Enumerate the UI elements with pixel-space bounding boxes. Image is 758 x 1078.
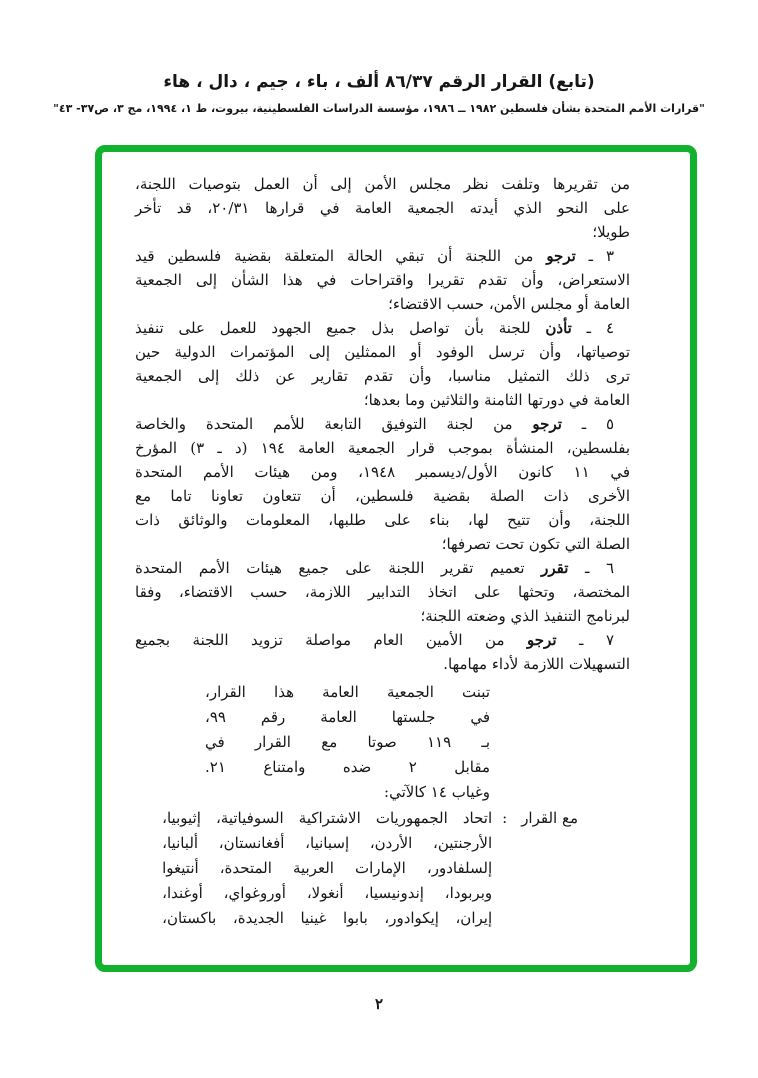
resolution-text — [102, 152, 690, 931]
text-segment: الصلة التي تكون تحت تصرفها؛ — [441, 535, 630, 553]
text-line — [135, 604, 630, 628]
text-line — [135, 340, 630, 364]
page-header — [0, 70, 758, 118]
text-line — [135, 172, 630, 196]
text-line — [135, 436, 630, 460]
text-line — [135, 532, 630, 556]
text-segment: الأخرى ذات الصلة بقضية فلسطين، أن تتعاون تعاونا تاما مع — [135, 487, 630, 505]
keyword-bold: ترجو — [546, 247, 576, 265]
page-number: ٢ — [374, 995, 384, 1013]
vote-summary-line: وغياب ١٤ كالآتي: — [384, 783, 490, 801]
vote-detail-colon: : — [502, 809, 508, 827]
text-segment: ٧ ـ — [556, 631, 615, 649]
text-line — [135, 196, 630, 220]
text-segment: ٦ ـ — [568, 559, 614, 577]
text-line — [135, 412, 630, 436]
country-line: إلسلفادور، الإمارات العربية المتحدة، أنتيغوا — [162, 859, 493, 877]
text-line — [135, 220, 630, 244]
text-line — [135, 292, 630, 316]
text-segment: ٥ ـ — [561, 415, 615, 433]
text-segment: ٣ ـ — [575, 247, 615, 265]
vote-detail-label: مع القرار — [521, 809, 578, 827]
text-segment: من تقريرها وتلفت نظر مجلس الأمن إلى أن العمل بتوصيات اللجنة، — [135, 175, 630, 193]
text-segment: لبرنامج التنفيذ الذي وضعته اللجنة؛ — [420, 607, 630, 625]
country-line: اتحاد الجمهوريات الاشتراكية السوفياتية، إثيوبيا، — [162, 809, 493, 827]
text-line — [135, 652, 630, 676]
text-segment: التسهيلات اللازمة لأداء مهامها. — [443, 655, 630, 673]
keyword-bold: ترجو — [527, 631, 557, 649]
text-segment: تعميم تقرير اللجنة على جميع هيئات الأمم المتحدة — [135, 559, 542, 577]
text-segment: من لجنة التوفيق التابعة للأمم المتحدة والخاصة — [135, 415, 533, 433]
keyword-bold: تقرر — [541, 559, 569, 577]
text-segment: من اللجنة أن تبقي الحالة المتعلقة بقضية فلسطين قيد — [135, 247, 547, 265]
text-segment: بفلسطين، المنشأة بموجب قرار الجمعية العامة ١٩٤ (د ـ ٣) المؤرخ — [135, 439, 630, 457]
vote-summary-line: مقابل ٢ ضده وامتناع ٢١. — [205, 758, 490, 776]
text-line — [135, 268, 630, 292]
text-segment: العامة أو مجلس الأمن، حسب الاقتضاء؛ — [388, 295, 630, 313]
country-line: الأرجنتين، الأردن، إسبانيا، أفغانستان، ألبانيا، — [162, 834, 493, 852]
text-line — [135, 556, 630, 580]
vote-summary-line: في جلستها العامة رقم ٩٩، — [205, 708, 490, 726]
text-segment: في ١١ كانون الأول/ديسمبر ١٩٤٨، ومن هيئات الأمم المتحدة — [135, 463, 630, 481]
text-line — [135, 628, 630, 652]
text-segment: على النحو الذي أيدته الجمعية العامة في قرارها ٢٠/٣١، قد تأخر — [135, 199, 630, 217]
vote-summary-line: تبنت الجمعية العامة هذا القرار، — [205, 683, 490, 701]
vote-summary-block — [205, 680, 490, 805]
text-segment: طويلا؛ — [592, 223, 630, 241]
text-segment: من الأمين العام مواصلة تزويد اللجنة بجميع — [135, 631, 528, 649]
text-line — [135, 460, 630, 484]
keyword-bold: ترجو — [532, 415, 562, 433]
text-segment: الاستعراض، وأن تقدم تقريرا واقتراحات في هذا الشأن إلى الجمعية — [135, 271, 630, 289]
text-line — [135, 364, 630, 388]
content-frame — [95, 145, 697, 972]
text-line — [135, 244, 630, 268]
vote-summary-line: بـ ١١٩ صوتا مع القرار في — [205, 733, 490, 751]
countries-list — [162, 806, 492, 931]
text-segment: المختصة، وتحثها على اتخاذ التدابير اللازمة، حسب الاقتضاء، وفقا — [135, 583, 630, 601]
text-segment: اللجنة، وأن تتيح لها، بناء على طلبها، المعلومات والوثائق ذات — [135, 511, 630, 529]
text-line — [135, 388, 630, 412]
text-segment: ترى ذلك التمثيل مناسبا، وأن تقدم تقارير عن ذلك إلى الجمعية — [135, 367, 630, 385]
keyword-bold: تأذن — [545, 319, 572, 337]
text-line — [135, 316, 630, 340]
country-line: وبربودا، إندونيسيا، أنغولا، أوروغواي، أوغندا، — [162, 884, 493, 902]
text-line — [135, 508, 630, 532]
resolution-title: (تابع) القرار الرقم ٨٦/٣٧ ألف ، باء ، جيم ، دال ، هاء — [163, 72, 595, 92]
text-segment: ٤ ـ — [571, 319, 614, 337]
text-line — [135, 484, 630, 508]
country-line: إيران، إيكوادور، بابوا غينيا الجديدة، باكستان، — [162, 909, 493, 927]
text-segment: للجنة بأن تواصل بذل جميع الجهود للعمل على تنفيذ — [135, 319, 546, 337]
text-segment: العامة في دورتها الثامنة والثلاثين وما بعدها؛ — [363, 391, 630, 409]
source-citation: "قرارات الأمم المتحدة بشأن فلسطين ١٩٨٢ ــ ١٩٨٦، مؤسسة الدراسات الفلسطينية، بيروت، ط ١، ١٩٩٤، مج ٣، ص٣٧- ٤٣" — [53, 102, 705, 115]
text-line — [135, 580, 630, 604]
vote-detail-row — [135, 806, 578, 931]
text-segment: توصياتها، وأن ترسل الوفود أو الممثلين إلى المؤتمرات الدولية حين — [135, 343, 630, 361]
